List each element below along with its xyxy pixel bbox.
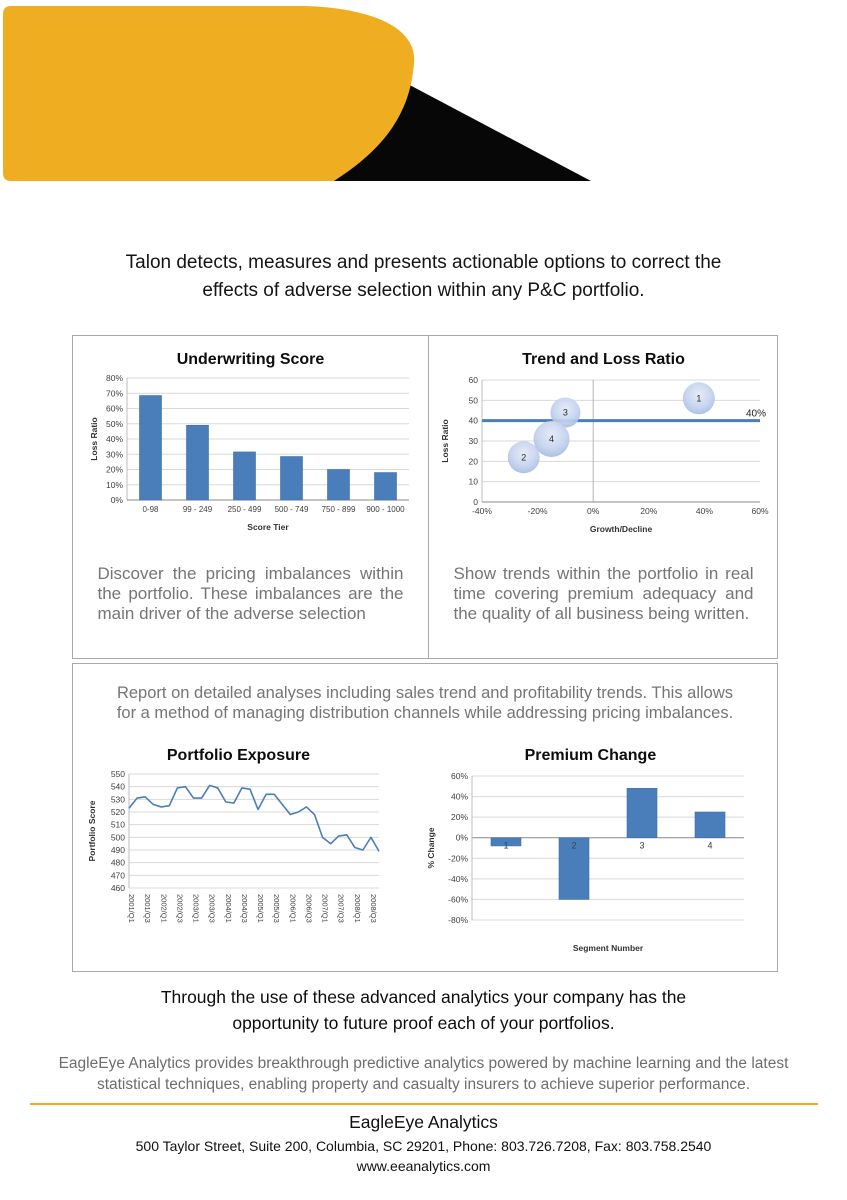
svg-text:4: 4	[548, 433, 554, 444]
svg-text:550: 550	[111, 769, 126, 780]
svg-text:2007/Q1: 2007/Q1	[320, 894, 330, 924]
svg-text:0%: 0%	[110, 495, 123, 505]
svg-text:20%: 20%	[451, 812, 469, 823]
footer-company-name: EagleEye Analytics	[349, 1112, 498, 1132]
svg-text:2003/Q3: 2003/Q3	[208, 894, 218, 924]
svg-text:2: 2	[520, 452, 526, 463]
svg-text:99 - 249: 99 - 249	[182, 505, 212, 514]
svg-text:2005/Q1: 2005/Q1	[256, 894, 266, 924]
svg-text:-80%: -80%	[448, 915, 469, 926]
underwriting-score-chart	[85, 372, 417, 542]
svg-text:2004/Q3: 2004/Q3	[240, 894, 250, 924]
svg-text:0%: 0%	[586, 506, 599, 516]
footer-address: 500 Taylor Street, Suite 200, Columbia, SC 29201, Phone: 803.726.7208, Fax: 803.758.2540	[135, 1138, 712, 1154]
svg-text:1: 1	[695, 393, 701, 404]
svg-text:520: 520	[111, 807, 126, 818]
svg-text:1: 1	[503, 840, 509, 851]
svg-text:0-98: 0-98	[141, 505, 159, 514]
svg-text:4: 4	[707, 840, 713, 851]
svg-text:70%: 70%	[105, 388, 123, 399]
svg-text:2004/Q1: 2004/Q1	[224, 894, 234, 924]
svg-text:250 - 499: 250 - 499	[227, 505, 261, 514]
svg-text:40%: 40%	[105, 434, 123, 444]
svg-text:-60%: -60%	[448, 894, 469, 905]
svg-text:2001/Q1: 2001/Q1	[127, 894, 137, 924]
svg-text:80%: 80%	[105, 373, 123, 383]
svg-text:2002/Q1: 2002/Q1	[159, 894, 169, 924]
svg-text:490: 490	[111, 845, 126, 856]
underwriting-score-description: Discover the pricing imbalances within the portfolio. These imbalances are the main driver of the adverse selection	[97, 564, 404, 623]
svg-text:30%: 30%	[105, 449, 123, 460]
svg-text:Loss Ratio: Loss Ratio	[88, 417, 99, 461]
svg-text:40%: 40%	[451, 791, 469, 802]
svg-text:530: 530	[111, 794, 126, 805]
bottom-panel-intro	[73, 683, 777, 723]
svg-text:-40%: -40%	[471, 506, 492, 516]
svg-text:Portfolio Score: Portfolio Score	[87, 800, 98, 862]
svg-text:40%: 40%	[695, 506, 713, 516]
svg-text:2006/Q3: 2006/Q3	[304, 894, 314, 924]
svg-text:20%: 20%	[639, 506, 657, 516]
svg-text:470: 470	[111, 870, 126, 881]
premium-change-chart	[422, 768, 758, 966]
portfolio-exposure-title: Portfolio Exposure	[166, 747, 310, 765]
svg-text:% Change: % Change	[426, 827, 437, 869]
premium-change-section	[404, 732, 777, 966]
trend-loss-ratio-description: Show trends within the portfolio in real time covering premium adequacy and the quality of all business being written.	[453, 564, 754, 623]
about-line-1: EagleEye Analytics provides breakthrough predictive analytics powered by machine learning and the latest	[58, 1055, 789, 1072]
svg-text:750 - 899: 750 - 899	[321, 505, 355, 514]
footer-rule	[30, 1103, 818, 1105]
closing-line-1: Through the use of these advanced analytics your company has the	[160, 987, 687, 1007]
footer-website: www.eeanalytics.com	[356, 1158, 491, 1174]
portfolio-exposure-section	[73, 732, 404, 966]
svg-text:2: 2	[571, 840, 577, 851]
svg-text:-20%: -20%	[448, 853, 469, 864]
svg-text:460: 460	[111, 883, 126, 894]
svg-text:60%: 60%	[105, 403, 123, 414]
about-line-2: statistical techniques, enabling property and casualty insurers to achieve superior performance.	[96, 1075, 751, 1093]
svg-text:2006/Q1: 2006/Q1	[288, 894, 298, 924]
svg-text:2001/Q3: 2001/Q3	[143, 894, 153, 924]
svg-text:500: 500	[111, 832, 126, 843]
svg-text:3: 3	[562, 407, 568, 418]
svg-text:60%: 60%	[451, 771, 469, 782]
svg-text:Segment Number: Segment Number	[573, 943, 644, 954]
svg-text:40%: 40%	[745, 408, 766, 420]
svg-text:60: 60	[468, 375, 478, 385]
bottom-charts-row	[73, 732, 777, 966]
svg-text:50: 50	[468, 395, 478, 406]
svg-text:10%: 10%	[105, 479, 123, 490]
svg-text:20%: 20%	[105, 464, 123, 475]
about-text	[0, 1054, 847, 1096]
top-panel	[72, 335, 778, 659]
premium-change-title: Premium Change	[524, 747, 657, 765]
svg-text:2005/Q3: 2005/Q3	[272, 894, 282, 924]
svg-text:2008/Q1: 2008/Q1	[353, 894, 363, 924]
underwriting-score-title: Underwriting Score	[176, 351, 325, 368]
intro-line-2: effects of adverse selection within any P&C portfolio.	[202, 279, 645, 301]
closing-line-2: opportunity to future proof each of your portfolios.	[232, 1013, 615, 1034]
svg-text:2008/Q3: 2008/Q3	[369, 894, 379, 924]
footer	[0, 1112, 847, 1174]
svg-text:0: 0	[472, 497, 478, 507]
bottom-intro-line-2: for a method of managing distribution channels while addressing pricing imbalances.	[116, 704, 734, 723]
svg-text:50%: 50%	[105, 418, 123, 429]
bottom-panel	[72, 663, 778, 972]
svg-text:0%: 0%	[456, 832, 469, 843]
svg-text:10: 10	[468, 476, 478, 487]
svg-text:-40%: -40%	[448, 874, 469, 885]
svg-text:30: 30	[468, 436, 478, 446]
trend-loss-ratio-chart	[436, 372, 772, 542]
trend-loss-ratio-section	[429, 336, 778, 658]
gold-blob-shape	[3, 6, 414, 181]
svg-text:60%: 60%	[750, 506, 769, 516]
intro-line-1: Talon detects, measures and presents actionable options to correct the	[125, 252, 722, 273]
svg-text:Loss Ratio: Loss Ratio	[439, 419, 450, 463]
svg-text:540: 540	[111, 781, 126, 792]
svg-text:510: 510	[111, 819, 126, 830]
svg-text:480: 480	[111, 857, 126, 868]
svg-text:20: 20	[468, 456, 478, 467]
closing-text	[0, 984, 847, 1037]
svg-text:3: 3	[639, 840, 645, 851]
svg-text:2007/Q3: 2007/Q3	[337, 894, 347, 924]
svg-text:500 - 749: 500 - 749	[274, 505, 308, 514]
bottom-intro-line-1: Report on detailed analyses including sales trend and profitability trends. This allows	[116, 684, 734, 702]
svg-text:2002/Q3: 2002/Q3	[175, 894, 185, 924]
svg-text:Score Tier: Score Tier	[246, 522, 289, 532]
intro-text	[0, 249, 847, 304]
underwriting-score-section	[73, 336, 428, 658]
header-graphic	[0, 0, 847, 190]
trend-loss-ratio-title: Trend and Loss Ratio	[522, 351, 685, 368]
svg-text:900 - 1000: 900 - 1000	[365, 505, 405, 514]
svg-text:40: 40	[468, 415, 478, 426]
svg-text:Growth/Decline: Growth/Decline	[589, 524, 652, 534]
portfolio-exposure-chart	[85, 768, 391, 966]
svg-text:2003/Q1: 2003/Q1	[191, 894, 201, 924]
svg-text:-20%: -20%	[527, 506, 548, 516]
